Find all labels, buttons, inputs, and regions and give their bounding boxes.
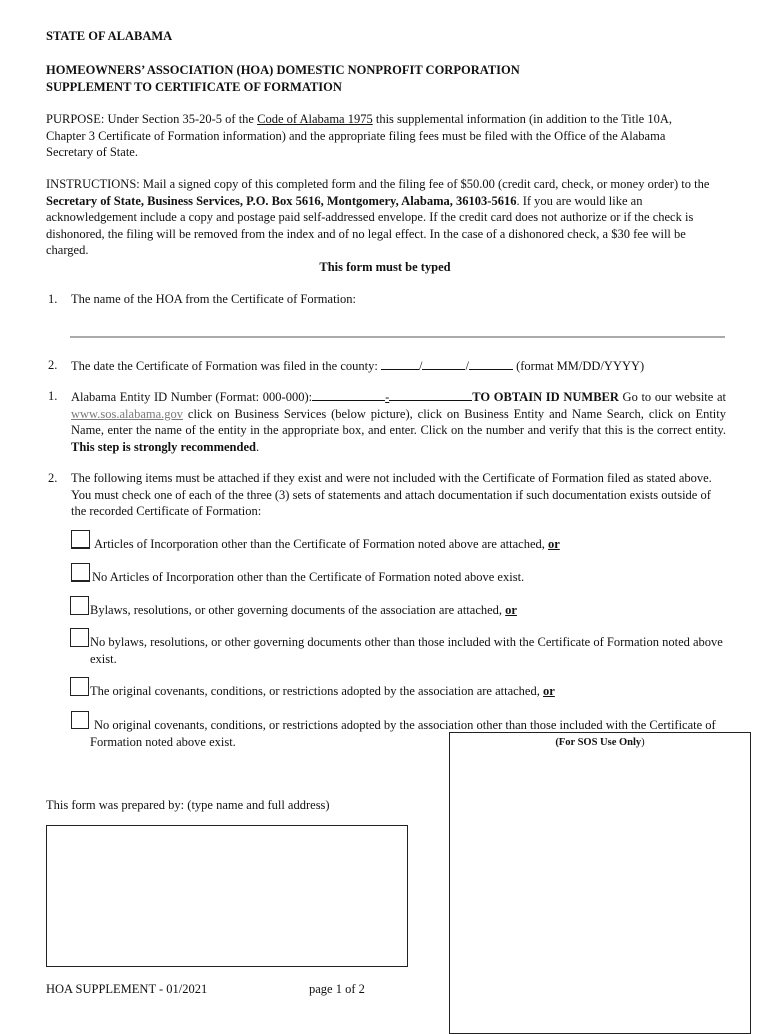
purpose-paragraph: [46, 111, 714, 161]
no-covenants-checkbox[interactable]: [71, 711, 89, 729]
no-articles-checkbox[interactable]: [71, 563, 90, 582]
item-4-number: 2.: [48, 471, 58, 485]
must-be-typed-note: This form must be typed: [319, 260, 451, 274]
entity-id-part1-field[interactable]: [312, 388, 385, 401]
obtain-id-heading: TO OBTAIN ID NUMBER: [472, 390, 619, 404]
state-heading: STATE OF ALABAMA: [46, 29, 173, 43]
checkbox-label-no-articles: No Articles of Incorporation other than the Certificate of Formation noted above exist.: [92, 570, 525, 584]
entity-id-instructions: click on Business Services (below picture), click on Business Entity and Name Search, click on Entity Name, enter the name of the entity in the appropriate box, and enter. Click on the number and verify that this is the correct entity.: [71, 406, 726, 437]
or-connector: or: [543, 684, 555, 698]
item-1-number: 1.: [48, 292, 58, 306]
goto-website-text: Go to our website at: [618, 390, 726, 404]
sos-use-only-label: (For SOS Use Only): [555, 737, 645, 748]
filing-date-row: [71, 357, 644, 375]
entity-id-label: Alabama Entity ID Number (Format: 000-000):: [71, 390, 313, 404]
entity-id-end: .: [255, 439, 260, 454]
checkbox-label-no-covenants: No original covenants, conditions, or restrictions adopted by the association other than those included with the Certificate of Formation noted above exist.: [90, 718, 716, 749]
checkbox-label-articles-attached: Articles of Incorporation other than the Certificate of Formation noted above are attached, or: [94, 537, 560, 551]
date-separator-1: /: [418, 359, 423, 373]
entity-id-part2-field[interactable]: [389, 388, 472, 401]
filing-date-year-field[interactable]: [469, 357, 513, 370]
attachments-instructions: The following items must be attached if they exist and were not included with the Certificate of Formation filed as stated above. You must check one of each of the three (3) sets of statements and attach documentation if such documentation exists outside of the recorded Certificate of Formation:: [71, 471, 712, 518]
or-connector: or: [548, 537, 560, 551]
checkbox-label-covenants-attached: The original covenants, conditions, or restrictions adopted by the association are attached, or: [90, 684, 555, 698]
item-2-number: 2.: [48, 358, 58, 372]
date-format-hint: (format MM/DD/YYYY): [512, 359, 645, 373]
purpose-lead: PURPOSE: Under Section 35-20-5 of the: [46, 112, 258, 126]
checkbox-label-no-bylaws: No bylaws, resolutions, or other governing documents other than those included with the Certificate of Formation noted above exist.: [90, 635, 723, 666]
prepared-by-field[interactable]: [46, 825, 408, 967]
item-3-number: 1.: [48, 389, 58, 403]
prepared-by-label: This form was prepared by: (type name and full address): [46, 798, 330, 812]
strongly-recommended-note: This step is strongly recommended: [71, 439, 256, 454]
no-bylaws-checkbox[interactable]: [70, 628, 89, 647]
hoa-name-field[interactable]: [70, 336, 725, 338]
entity-id-dash: -: [385, 390, 390, 404]
form-title-line1: HOMEOWNERS’ ASSOCIATION (HOA) DOMESTIC NONPROFIT CORPORATION: [46, 63, 520, 77]
form-title: [46, 62, 726, 95]
sos-use-only-box: [449, 732, 751, 1034]
instructions-lead: INSTRUCTIONS: Mail a signed copy of this completed form and the filing fee of $50.00 (credit card, check, or money order) to the: [46, 177, 710, 191]
item-1-label: The name of the HOA from the Certificate of Formation:: [71, 292, 356, 306]
entity-id-paragraph: [71, 388, 726, 455]
filing-date-label: The date the Certificate of Formation was filed in the county:: [71, 359, 381, 373]
instructions-rest: . If you are would like an acknowledgement include a copy and postage paid self-addressed envelope. If the credit card does not authorize or if the check is dishonored, the filing will be removed from the index and of no legal effect. In the case of a dishonored check, a $30 fee will be charged.: [46, 193, 694, 257]
form-title-line2: SUPPLEMENT TO CERTIFICATE OF FORMATION: [46, 79, 342, 94]
sos-website-link[interactable]: www.sos.alabama.gov: [71, 406, 184, 421]
bylaws-attached-checkbox[interactable]: [70, 596, 89, 615]
purpose-rest: this supplemental information (in addition to the Title 10A, Chapter 3 Certificate of Formation information) and the appropriate filing fees must be filed with the Office of the Alabama Secretary of State.: [46, 112, 673, 159]
checkbox-label-bylaws-attached: Bylaws, resolutions, or other governing documents of the association are attached, or: [90, 603, 517, 617]
page-number: page 1 of 2: [309, 982, 365, 996]
filing-date-day-field[interactable]: [422, 357, 465, 370]
form-identifier: HOA SUPPLEMENT - 01/2021: [46, 982, 208, 996]
articles-attached-checkbox[interactable]: [71, 530, 90, 549]
covenants-attached-checkbox[interactable]: [70, 677, 89, 696]
mailing-address: Secretary of State, Business Services, P.O. Box 5616, Montgomery, Alabama, 36103-5616: [46, 193, 517, 208]
or-connector: or: [505, 603, 517, 617]
date-separator-2: /: [465, 359, 469, 373]
code-of-alabama-link[interactable]: Code of Alabama 1975: [257, 112, 373, 126]
filing-date-month-field[interactable]: [381, 357, 419, 370]
instructions-paragraph: [46, 176, 714, 259]
